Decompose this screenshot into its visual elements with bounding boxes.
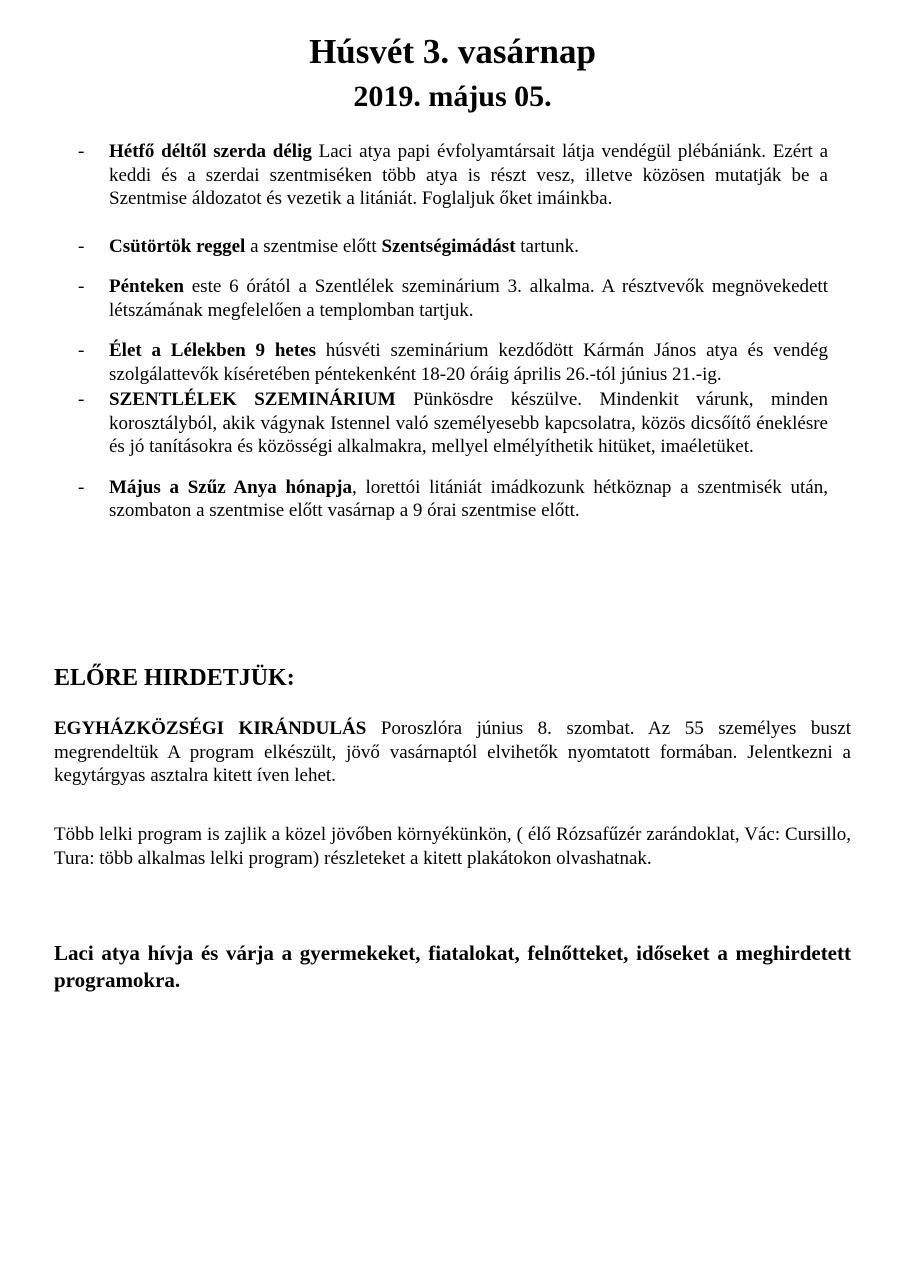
announcement-lead: Hétfő déltől szerda délig	[109, 141, 312, 162]
announcement-item	[78, 388, 828, 459]
excursion-text: Poroszlóra június 8. szombat. Az 55 személyes buszt megrendeltük A program elkészült, jövő vasárnaptól elvihetők nyomtatott formában. Jelentkezni a kegytárgyas asztalra kitett íven lehet.	[54, 718, 851, 786]
announcement-lead: Élet a Lélekben 9 hetes	[109, 340, 316, 361]
page-title: Húsvét 3. vasárnap	[309, 32, 596, 71]
announcement-lead: Csütörtök reggel	[109, 235, 246, 257]
announcement-item	[78, 339, 828, 386]
announcement-item	[78, 275, 828, 322]
announcement-list	[78, 140, 828, 523]
excursion-lead: EGYHÁZKÖZSÉGI KIRÁNDULÁS	[54, 718, 367, 739]
list-dash: -	[78, 476, 85, 498]
closing-paragraph: Laci atya hívja és várja a gyermekeket, fiatalokat, felnőtteket, időseket a meghirdetett programokra.	[54, 941, 851, 992]
advance-notice-heading: ELŐRE HIRDETJÜK:	[54, 665, 295, 691]
announcement-text: húsvéti szeminárium kezdődött Kármán János atya és vendég szolgálattevők kíséretében péntekenként 18-20 óráig április 26.-tól június 21.-ig.	[109, 340, 828, 385]
excursion-paragraph	[54, 717, 851, 788]
announcement-item	[78, 476, 828, 523]
programs-paragraph: Több lelki program is zajlik a közel jövőben környékünkön, ( élő Rózsafűzér zarándoklat, Vác: Cursillo, Tura: több alkalmas lelki program) részleteket a kitett plakátokon olvashatnak.	[54, 824, 851, 869]
announcement-lead: Május a Szűz Anya hónapja	[109, 476, 353, 498]
list-dash: -	[78, 389, 85, 410]
announcement-item	[78, 140, 828, 211]
page-date: 2019. május 05.	[353, 80, 552, 113]
announcement-text: , lorettói litániát imádkozunk hétköznap a szentmisék után, szombaton a szentmise előtt vasárnap a 9 órai szentmise előtt.	[109, 476, 828, 521]
announcement-lead: Pénteken	[109, 276, 184, 297]
announcement-item	[78, 235, 828, 259]
list-dash: -	[78, 235, 85, 257]
announcement-text: a szentmise előtt	[245, 235, 382, 257]
list-dash: -	[78, 276, 85, 297]
announcement-lead-secondary: Szentségimádást	[381, 235, 516, 257]
announcement-lead: SZENTLÉLEK SZEMINÁRIUM	[109, 389, 396, 410]
announcement-text-secondary: tartunk.	[515, 235, 579, 257]
list-dash: -	[78, 340, 85, 361]
list-dash: -	[78, 141, 85, 162]
announcement-text: este 6 órától a Szentlélek szeminárium 3. alkalma. A résztvevők megnövekedett létszámának megfelelően a templomban tartjuk.	[109, 276, 828, 321]
announcement-text: Pünkösdre készülve. Mindenkit várunk, minden korosztályból, akik vágynak Istennel való személyesebb kapcsolatra, közös dicsőítő éneklésre és jó tanításokra és közösségi alkalmakra, mellyel elmélyíthetik hitüket, imaéletüket.	[109, 389, 828, 457]
announcement-text: Laci atya papi évfolyamtársait látja vendégül plébániánk. Ezért a keddi és a szerdai szentmiséken több atya is részt vesz, illetve közösen mutatják be a Szentmise áldozatot és vezetik a litániát. Foglaljuk őket imáinkba.	[109, 141, 829, 209]
